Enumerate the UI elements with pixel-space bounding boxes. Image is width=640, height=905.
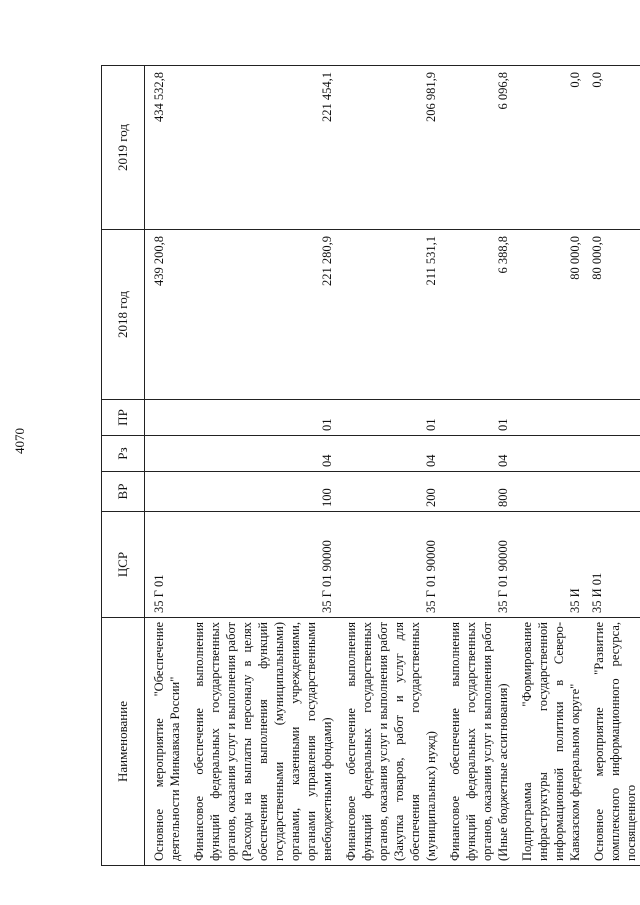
row-vr: 800: [445, 472, 517, 512]
table-row: [189, 66, 341, 866]
row-pr: 01: [341, 400, 445, 436]
table-body: [145, 66, 640, 866]
table-row: [589, 66, 640, 866]
row-rz: [589, 436, 640, 472]
page-number: 4070: [12, 428, 27, 454]
row-2019: 0,0: [517, 66, 589, 230]
budget-table: [101, 65, 640, 866]
header-rz: Рз: [102, 436, 145, 472]
header-vr: ВР: [102, 472, 145, 512]
row-vr: [589, 472, 640, 512]
row-csr: 35 И: [517, 512, 589, 618]
rotated-table-layer: [101, 66, 639, 866]
row-pr: [589, 400, 640, 436]
row-pr: [145, 400, 190, 436]
table-row: [517, 66, 589, 866]
row-2019: 221 454,1: [189, 66, 341, 230]
row-rz: 04: [341, 436, 445, 472]
budget-table-container: [101, 66, 639, 866]
table-row: [445, 66, 517, 866]
row-vr: [517, 472, 589, 512]
header-name: Наименование: [102, 618, 145, 866]
table-header: [102, 66, 145, 866]
row-vr: 200: [341, 472, 445, 512]
row-name: Финансовое обеспечение выполнения функций федеральных государственных органов, оказания услуг и выполнения работ (Расходы на выплаты персоналу в целях обеспечения выполнения функций государственными (муниципальными) органами, казенными учреждениями, органами управления государственными внебюджетными фондами): [189, 618, 341, 866]
row-rz: 04: [445, 436, 517, 472]
row-2019: 206 981,9: [341, 66, 445, 230]
row-pr: 01: [189, 400, 341, 436]
row-name: Подпрограмма "Формирование инфраструктуры государственной информационной политики в Северо-Кавказском федеральном округе": [517, 618, 589, 866]
row-pr: 01: [445, 400, 517, 436]
row-rz: [517, 436, 589, 472]
header-row: [102, 66, 145, 866]
row-csr: 35 И 01: [589, 512, 640, 618]
row-name: Финансовое обеспечение выполнения функций федеральных государственных органов, оказания услуг и выполнения работ (Иные бюджетные ассигнования): [445, 618, 517, 866]
row-2019: 0,0: [589, 66, 640, 230]
row-name: Основное мероприятие "Развитие комплексного информационного ресурса, посвященного: [589, 618, 640, 866]
row-2018: 80 000,0: [517, 230, 589, 400]
row-2019: 6 096,8: [445, 66, 517, 230]
table-row: [341, 66, 445, 866]
row-rz: 04: [189, 436, 341, 472]
row-csr: 35 Г 01 90000: [341, 512, 445, 618]
row-pr: [517, 400, 589, 436]
header-csr: ЦСР: [102, 512, 145, 618]
row-2018: 80 000,0: [589, 230, 640, 400]
row-csr: 35 Г 01 90000: [445, 512, 517, 618]
row-csr: 35 Г 01 90000: [189, 512, 341, 618]
row-2018: 221 280,9: [189, 230, 341, 400]
row-csr: 35 Г 01: [145, 512, 190, 618]
row-name: Основное мероприятие "Обеспечение деятельности Минкавказа России": [145, 618, 190, 866]
row-2018: 6 388,8: [445, 230, 517, 400]
row-2018: 439 200,8: [145, 230, 190, 400]
header-pr: ПР: [102, 400, 145, 436]
row-rz: [145, 436, 190, 472]
row-2019: 434 532,8: [145, 66, 190, 230]
table-row: [145, 66, 190, 866]
row-vr: 100: [189, 472, 341, 512]
header-2019: 2019 год: [102, 66, 145, 230]
row-2018: 211 531,1: [341, 230, 445, 400]
row-vr: [145, 472, 190, 512]
row-name: Финансовое обеспечение выполнения функций федеральных государственных органов, оказания услуг и выполнения работ (Закупка товаров, работ и услуг для обеспечения государственных (муниципальных) нужд): [341, 618, 445, 866]
header-2018: 2018 год: [102, 230, 145, 400]
